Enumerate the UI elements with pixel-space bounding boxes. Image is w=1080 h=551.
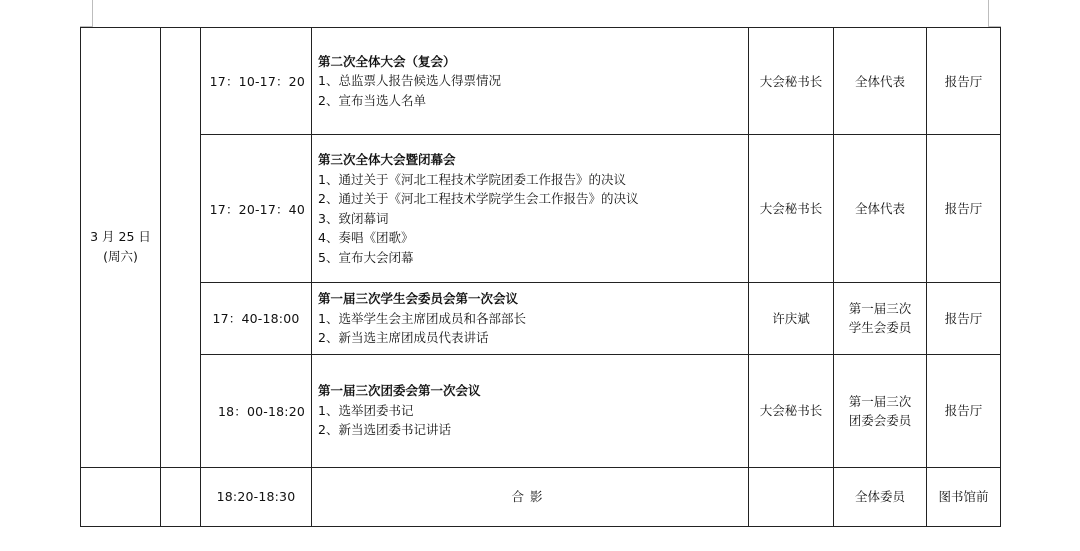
table-row <box>81 135 1001 283</box>
attendees-line: 全体代表 <box>854 73 905 89</box>
location-cell: 报告厅 <box>927 354 1001 467</box>
host-cell: 大会秘书长 <box>749 354 834 467</box>
agenda-item: 1、通过关于《河北工程技术学院团委工作报告》的决议 <box>318 171 626 187</box>
agenda-cell <box>312 28 749 135</box>
host-cell: 许庆斌 <box>749 283 834 355</box>
empty-cell <box>161 28 201 468</box>
attendees-cell <box>834 283 927 355</box>
time-cell: 17：10-17：20 <box>201 28 312 135</box>
agenda-item: 1、选举学生会主席团成员和各部部长 <box>318 310 526 326</box>
attendees-line: 团委会委员 <box>848 412 912 428</box>
table-row <box>81 283 1001 355</box>
location-cell: 报告厅 <box>927 28 1001 135</box>
agenda-item: 5、宣布大会闭幕 <box>318 249 414 265</box>
attendees-cell <box>834 354 927 467</box>
agenda-item: 1、选举团委书记 <box>318 402 414 418</box>
page-margin-mark-right <box>988 0 989 26</box>
host-cell: 大会秘书长 <box>749 135 834 283</box>
agenda-item: 2、新当选主席团成员代表讲话 <box>318 330 489 345</box>
attendees-line: 全体代表 <box>854 201 905 216</box>
agenda-cell <box>312 283 749 355</box>
attendees-cell <box>834 28 927 135</box>
agenda-item: 2、通过关于《河北工程技术学院学生会工作报告》的决议 <box>318 191 639 206</box>
date-cell <box>81 28 161 468</box>
host-cell <box>749 467 834 526</box>
empty-cell <box>81 467 161 526</box>
time-cell: 18：00-18:20 <box>201 354 312 467</box>
attendees-cell <box>834 135 927 283</box>
agenda-item: 3、致闭幕词 <box>318 210 389 226</box>
agenda-cell: 合影 <box>312 467 749 526</box>
time-cell: 17：20-17：40 <box>201 135 312 283</box>
agenda-title: 第一届三次学生会委员会第一次会议 <box>318 291 519 306</box>
schedule-table <box>80 27 1001 527</box>
host-cell: 大会秘书长 <box>749 28 834 135</box>
table-row <box>81 28 1001 135</box>
time-cell: 17：40-18:00 <box>201 283 312 355</box>
agenda-item: 2、宣布当选人名单 <box>318 92 426 108</box>
empty-cell <box>161 467 201 526</box>
date-weekday: (周六) <box>103 249 138 265</box>
date-day: 3 月 25 日 <box>90 229 151 245</box>
attendees-line: 学生会委员 <box>848 320 912 336</box>
time-cell: 18:20-18:30 <box>201 467 312 526</box>
attendees-line: 第一届三次 <box>848 301 912 317</box>
agenda-title: 第一届三次团委会第一次会议 <box>318 383 481 399</box>
attendees-cell: 全体委员 <box>834 467 927 526</box>
agenda-title: 第三次全体大会暨闭幕会 <box>318 152 456 167</box>
location-cell: 报告厅 <box>927 283 1001 355</box>
agenda-cell <box>312 135 749 283</box>
agenda-title: 第二次全体大会（复会） <box>318 53 456 69</box>
page-margin-mark-left <box>92 0 93 26</box>
agenda-item: 2、新当选团委书记讲话 <box>318 422 451 438</box>
agenda-item: 1、总监票人报告候选人得票情况 <box>318 73 501 89</box>
agenda-cell <box>312 354 749 467</box>
location-cell: 报告厅 <box>927 135 1001 283</box>
table-row <box>81 354 1001 467</box>
table-row <box>81 467 1001 526</box>
location-cell: 图书馆前 <box>927 467 1001 526</box>
agenda-item: 4、奏唱《团歌》 <box>318 230 414 245</box>
attendees-line: 第一届三次 <box>848 393 912 409</box>
